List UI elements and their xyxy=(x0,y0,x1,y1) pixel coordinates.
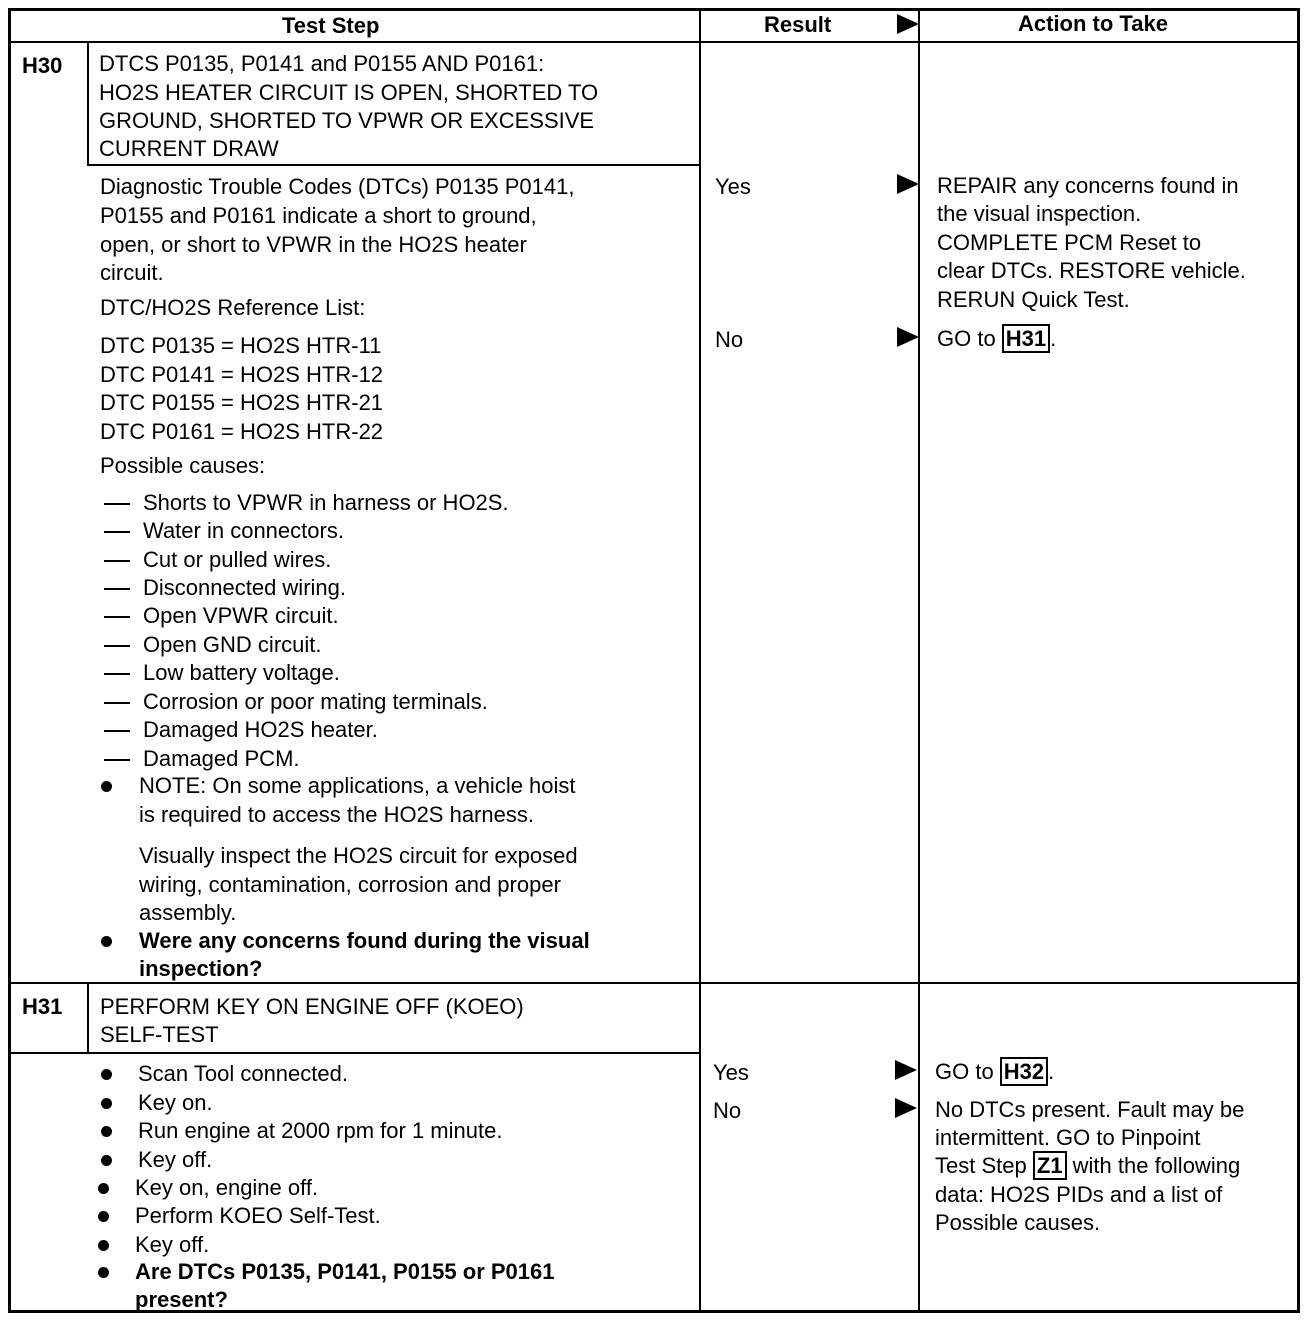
step-id-h30: H30 xyxy=(22,53,63,78)
dash-icon xyxy=(104,503,130,505)
header-arrow-icon xyxy=(897,14,919,34)
bullet-icon xyxy=(101,781,112,792)
list-item: Perform KOEO Self-Test. xyxy=(135,1203,381,1228)
h31-yes-label: Yes xyxy=(713,1060,749,1085)
list-item: Open VPWR circuit. xyxy=(143,603,339,628)
bullet-icon xyxy=(98,1267,109,1278)
list-item: Run engine at 2000 rpm for 1 minute. xyxy=(138,1118,503,1143)
list-item: Key on, engine off. xyxy=(135,1175,319,1200)
dash-icon xyxy=(104,560,130,562)
bullet-icon xyxy=(98,1240,109,1251)
header-result: Result xyxy=(764,12,832,37)
header-test-step: Test Step xyxy=(282,13,380,38)
list-item: Key off. xyxy=(138,1147,213,1172)
list-item: Open GND circuit. xyxy=(143,632,322,657)
list-item: Key on. xyxy=(138,1090,213,1115)
list-item: Cut or pulled wires. xyxy=(143,547,332,572)
list-item: Damaged PCM. xyxy=(143,746,300,771)
list-item: DTC P0161 = HO2S HTR-22 xyxy=(100,419,384,444)
list-item: DTC P0141 = HO2S HTR-12 xyxy=(100,362,384,387)
list-item: Shorts to VPWR in harness or HO2S. xyxy=(143,490,509,515)
h30-yes-arrow-icon xyxy=(897,174,919,194)
list-item: DTC P0135 = HO2S HTR-11 xyxy=(100,333,382,358)
h30-no-arrow-icon xyxy=(897,327,919,347)
list-item: Disconnected wiring. xyxy=(143,575,346,600)
list-item: Low battery voltage. xyxy=(143,660,340,685)
bullet-icon xyxy=(101,1069,112,1080)
step-ref-h32[interactable]: H32 xyxy=(1000,1057,1048,1086)
bullet-icon xyxy=(101,1098,112,1109)
bullet-icon xyxy=(98,1183,109,1194)
causes-label: Possible causes: xyxy=(100,453,266,478)
list-item: DTC P0155 = HO2S HTR-21 xyxy=(100,390,384,415)
dash-icon xyxy=(104,673,130,675)
ref-list-label: DTC/HO2S Reference List: xyxy=(100,295,366,320)
list-item: Scan Tool connected. xyxy=(138,1061,348,1086)
dash-icon xyxy=(104,645,130,647)
step-id-h31: H31 xyxy=(22,994,63,1019)
dash-icon xyxy=(104,759,130,761)
list-item: Corrosion or poor mating terminals. xyxy=(143,689,488,714)
h31-no-label: No xyxy=(713,1098,742,1123)
list-item: Damaged HO2S heater. xyxy=(143,717,378,742)
bullet-icon xyxy=(101,936,112,947)
bullet-icon xyxy=(101,1155,112,1166)
bullet-icon xyxy=(101,1126,112,1137)
dash-icon xyxy=(104,702,130,704)
dash-icon xyxy=(104,730,130,732)
dash-icon xyxy=(104,616,130,618)
h30-no-label: No xyxy=(715,327,744,352)
h31-no-arrow-icon xyxy=(895,1098,917,1118)
bullet-icon xyxy=(98,1211,109,1222)
dash-icon xyxy=(104,531,130,533)
list-item: Water in connectors. xyxy=(143,518,344,543)
header-action: Action to Take xyxy=(1018,11,1168,36)
h30-no-action: GO to H31 . xyxy=(937,326,1057,351)
step-ref-z1[interactable]: Z1 xyxy=(1033,1151,1067,1180)
dash-icon xyxy=(104,588,130,590)
list-item: Key off. xyxy=(135,1232,210,1257)
h31-yes-arrow-icon xyxy=(895,1060,917,1080)
step-ref-h31[interactable]: H31 xyxy=(1002,324,1050,353)
h31-yes-action: GO to H32 . xyxy=(935,1059,1055,1084)
h30-yes-label: Yes xyxy=(715,174,751,199)
